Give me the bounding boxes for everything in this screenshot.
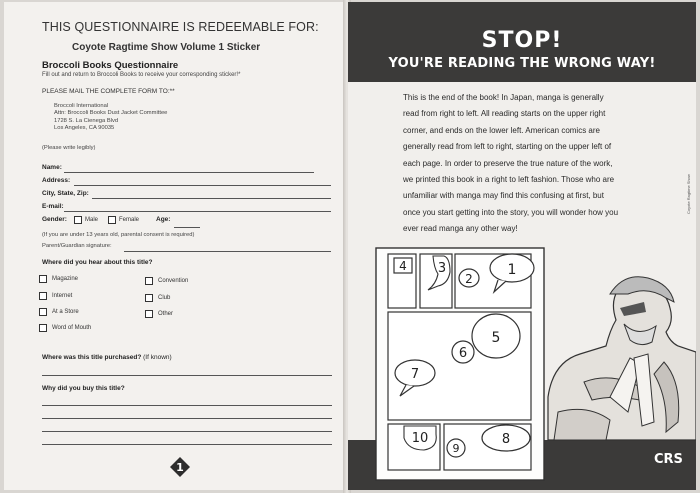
page-number-badge (170, 457, 190, 477)
questionnaire-heading: Broccoli Books Questionnaire (42, 60, 179, 71)
email-label: E-mail: (42, 203, 64, 210)
why-answer-line[interactable] (42, 431, 332, 432)
notice-line: corner, and ends on the lower left. American comics are (403, 125, 600, 135)
page-number: 1 (176, 461, 184, 474)
female-checkbox[interactable] (108, 216, 116, 224)
why-answer-line[interactable] (42, 418, 332, 419)
mail-to-label: PLEASE MAIL THE COMPLETE FORM TO:** (42, 88, 175, 95)
panel-number-9: 9 (452, 442, 460, 455)
panel-number-6: 6 (458, 346, 468, 361)
parental-consent-note: (If you are under 13 years old, parental consent is required) (42, 232, 195, 238)
purchased-question-note: (If known) (143, 354, 172, 361)
notice-line: once you start getting into the story, you will wonder how you (403, 207, 619, 217)
character-illustration (548, 277, 696, 440)
purchased-field[interactable] (42, 375, 332, 376)
male-checkbox[interactable] (74, 216, 82, 224)
notice-line: ever read manga any other way! (403, 224, 518, 234)
panel-number-3: 3 (437, 261, 447, 276)
guardian-signature-field[interactable] (124, 251, 331, 252)
name-label: Name: (42, 164, 62, 171)
hear-question: Where did you hear about this title? (42, 259, 153, 266)
redeem-title: THIS QUESTIONNAIRE IS REDEEMABLE FOR: (42, 20, 319, 34)
purchased-question-text: Where was this title purchased? (42, 354, 142, 361)
sticker-title: Coyote Ragtime Show Volume 1 Sticker (72, 42, 261, 53)
mailing-address (54, 103, 167, 133)
stop-title: STOP! (481, 28, 563, 53)
panel-number-1: 1 (507, 262, 517, 278)
panel-number-4: 4 (399, 259, 407, 273)
why-answer-line[interactable] (42, 405, 332, 406)
panel-number-7: 7 (410, 367, 420, 382)
reading-notice-page (348, 2, 696, 490)
age-label: Age: (156, 216, 171, 223)
city-state-zip-field[interactable] (92, 198, 331, 199)
email-field[interactable] (64, 211, 331, 212)
why-question: Why did you buy this title? (42, 385, 125, 392)
questionnaire-page (4, 2, 346, 490)
city-state-zip-label: City, State, Zip: (42, 190, 89, 197)
panel-number-2: 2 (465, 272, 473, 286)
notice-line: read from right to left. All reading starts on the upper right (403, 109, 606, 119)
internet-option-label: Internet (52, 293, 73, 299)
instructions-text: Fill out and return to Broccoli Books to receive your corresponding sticker!* (42, 72, 241, 78)
at-a-store-checkbox[interactable] (39, 308, 47, 316)
club-checkbox[interactable] (145, 294, 153, 302)
write-legibly-note: (Please write legibly) (42, 145, 96, 151)
club-option-label: Club (158, 295, 171, 301)
purchased-question (42, 354, 172, 361)
why-answer-line[interactable] (42, 444, 332, 445)
wrong-way-subtitle: YOU'RE READING THE WRONG WAY! (388, 56, 656, 71)
at-a-store-option-label: At a Store (52, 309, 79, 315)
male-option-label: Male (85, 217, 99, 223)
female-option-label: Female (119, 217, 140, 223)
notice-line: This is the end of the book! In Japan, manga is generally (403, 93, 604, 102)
panel-number-8: 8 (501, 432, 511, 447)
notice-line: unfamiliar with manga may find this confusing at first, but (403, 191, 604, 201)
panel-number-10: 10 (411, 431, 429, 446)
address-line: Attn: Broccoli Books Dust Jacket Committee (54, 110, 168, 117)
guardian-signature-label: Parent/Guardian signature: (42, 243, 112, 249)
convention-option-label: Convention (158, 278, 189, 284)
magazine-option-label: Magazine (52, 276, 79, 282)
gender-label: Gender: (42, 216, 67, 223)
address-label: Address: (42, 177, 71, 184)
magazine-checkbox[interactable] (39, 275, 47, 283)
address-line: Los Angeles, CA 90035 (54, 125, 115, 132)
internet-checkbox[interactable] (39, 292, 47, 300)
word-of-mouth-option-label: Word of Mouth (52, 325, 92, 331)
address-line: 1728 S. La Cienega Blvd (54, 117, 119, 124)
other-checkbox[interactable] (145, 310, 153, 318)
notice-line: we printed this book in a right to left fashion. Those who are (403, 175, 615, 185)
name-field[interactable] (64, 172, 314, 173)
crs-logo: CRS (654, 452, 683, 467)
convention-checkbox[interactable] (145, 277, 153, 285)
age-field[interactable] (174, 227, 200, 228)
notice-line: each page. In order to preserve the true nature of the work, (403, 158, 613, 168)
notice-line: generally read from left to right, starting on the upper left of (403, 142, 612, 152)
panel-number-5: 5 (491, 330, 501, 346)
other-option-label: Other (158, 311, 174, 317)
manga-diagram (348, 2, 696, 490)
word-of-mouth-checkbox[interactable] (39, 324, 47, 332)
address-field[interactable] (74, 185, 331, 186)
address-line: Broccoli International (54, 103, 109, 109)
side-ribbon-text: Coyote Ragtime Show (686, 174, 691, 214)
